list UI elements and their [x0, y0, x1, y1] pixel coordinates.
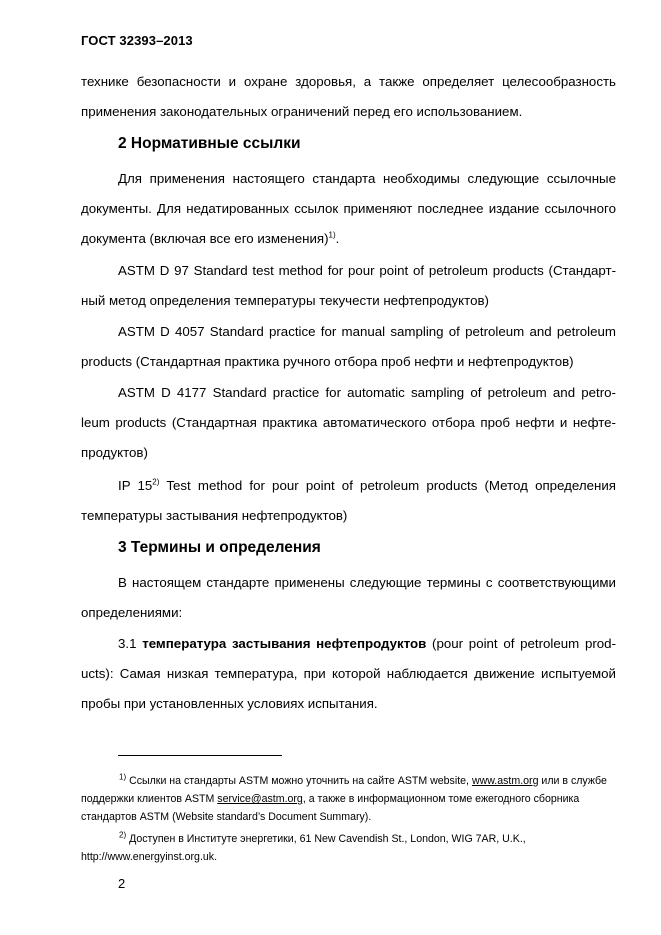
footnote-1-text-a: Ссылки на стандарты ASTM можно уточнить на сайте ASTM website,: [126, 775, 472, 787]
footnote-2: [81, 830, 616, 866]
intro-paragraph: [81, 67, 616, 127]
reference-ip15: [81, 471, 616, 531]
term-definition: (pour point of petroleum prod-ucts): Самая низкая температура, при которой наблюдается движение испытуемой пробы при установленных условиях испытания.: [81, 636, 616, 711]
reference-astm-d4057: ASTM D 4057 Standard practice for manual sampling of petroleum and petroleum products (Стандартная практика ручного отбора проб нефти и нефтепродуктов): [81, 324, 616, 369]
footnote-ref-1: 1): [328, 230, 336, 240]
reference-ip15-code: IP 15: [118, 478, 153, 493]
document-header: ГОСТ 32393–2013: [81, 33, 193, 48]
reference-ip15-text: Test method for pour point of petroleum products (Метод определения температуры застывания нефтепродуктов): [81, 478, 616, 523]
section-2-intro: [81, 164, 616, 254]
section-2-title: 2 Нормативные ссылки: [118, 135, 301, 152]
section-3-title: 3 Термины и определения: [118, 539, 321, 556]
page-number: 2: [118, 876, 126, 891]
footnote-1: [81, 772, 616, 826]
term-name: температура застывания нефтепродуктов: [142, 636, 427, 651]
reference-astm-d4177: ASTM D 4177 Standard practice for automatic sampling of petroleum and petro-leum products (Стандартная практика автоматического отбора проб нефти и нефте-продуктов): [81, 385, 616, 460]
term-number: 3.1: [118, 636, 143, 651]
intro-line-2: применения законодательных ограничений перед его использованием.: [81, 104, 523, 119]
astm-website-link[interactable]: www.astm.org: [471, 775, 539, 787]
astm-email-link[interactable]: service@astm.org: [217, 793, 303, 805]
footnote-1-text-b: или в службе поддержки клиентов ASTM: [81, 775, 607, 805]
reference-astm-d97: ASTM D 97 Standard test method for pour point of petroleum products (Стандарт-ный метод определения температуры текучести нефтепродуктов): [81, 263, 616, 308]
footnote-ref-2: 2): [152, 477, 160, 487]
footnote-1-text-c: , а также в информационном томе ежегодного сборника стандартов ASTM (Website standard’s Document Summary).: [81, 793, 580, 823]
footnote-2-mark: 2): [119, 830, 127, 840]
section-3-intro: В настоящем стандарте применены следующие термины с соответствующими определениями:: [81, 575, 616, 620]
footnote-2-text: Доступен в Институте энергетики, 61 New Cavendish St., London, WIG 7AR, U.K., http://www.energyinst.org.uk.: [81, 833, 526, 863]
footnote-1-mark: 1): [119, 772, 127, 782]
term-3-1: [81, 629, 616, 719]
section-2-intro-end: .: [335, 231, 340, 246]
intro-line-1: технике безопасности и охране здоровья, а также определяет целесообразность: [81, 74, 616, 89]
footnote-separator: [118, 755, 282, 756]
section-2-intro-text: Для применения настоящего стандарта необходимы следующие ссылочные документы. Для недатированных ссылок применяют последнее издание ссылочного документа (включая все его изменения): [81, 171, 616, 246]
